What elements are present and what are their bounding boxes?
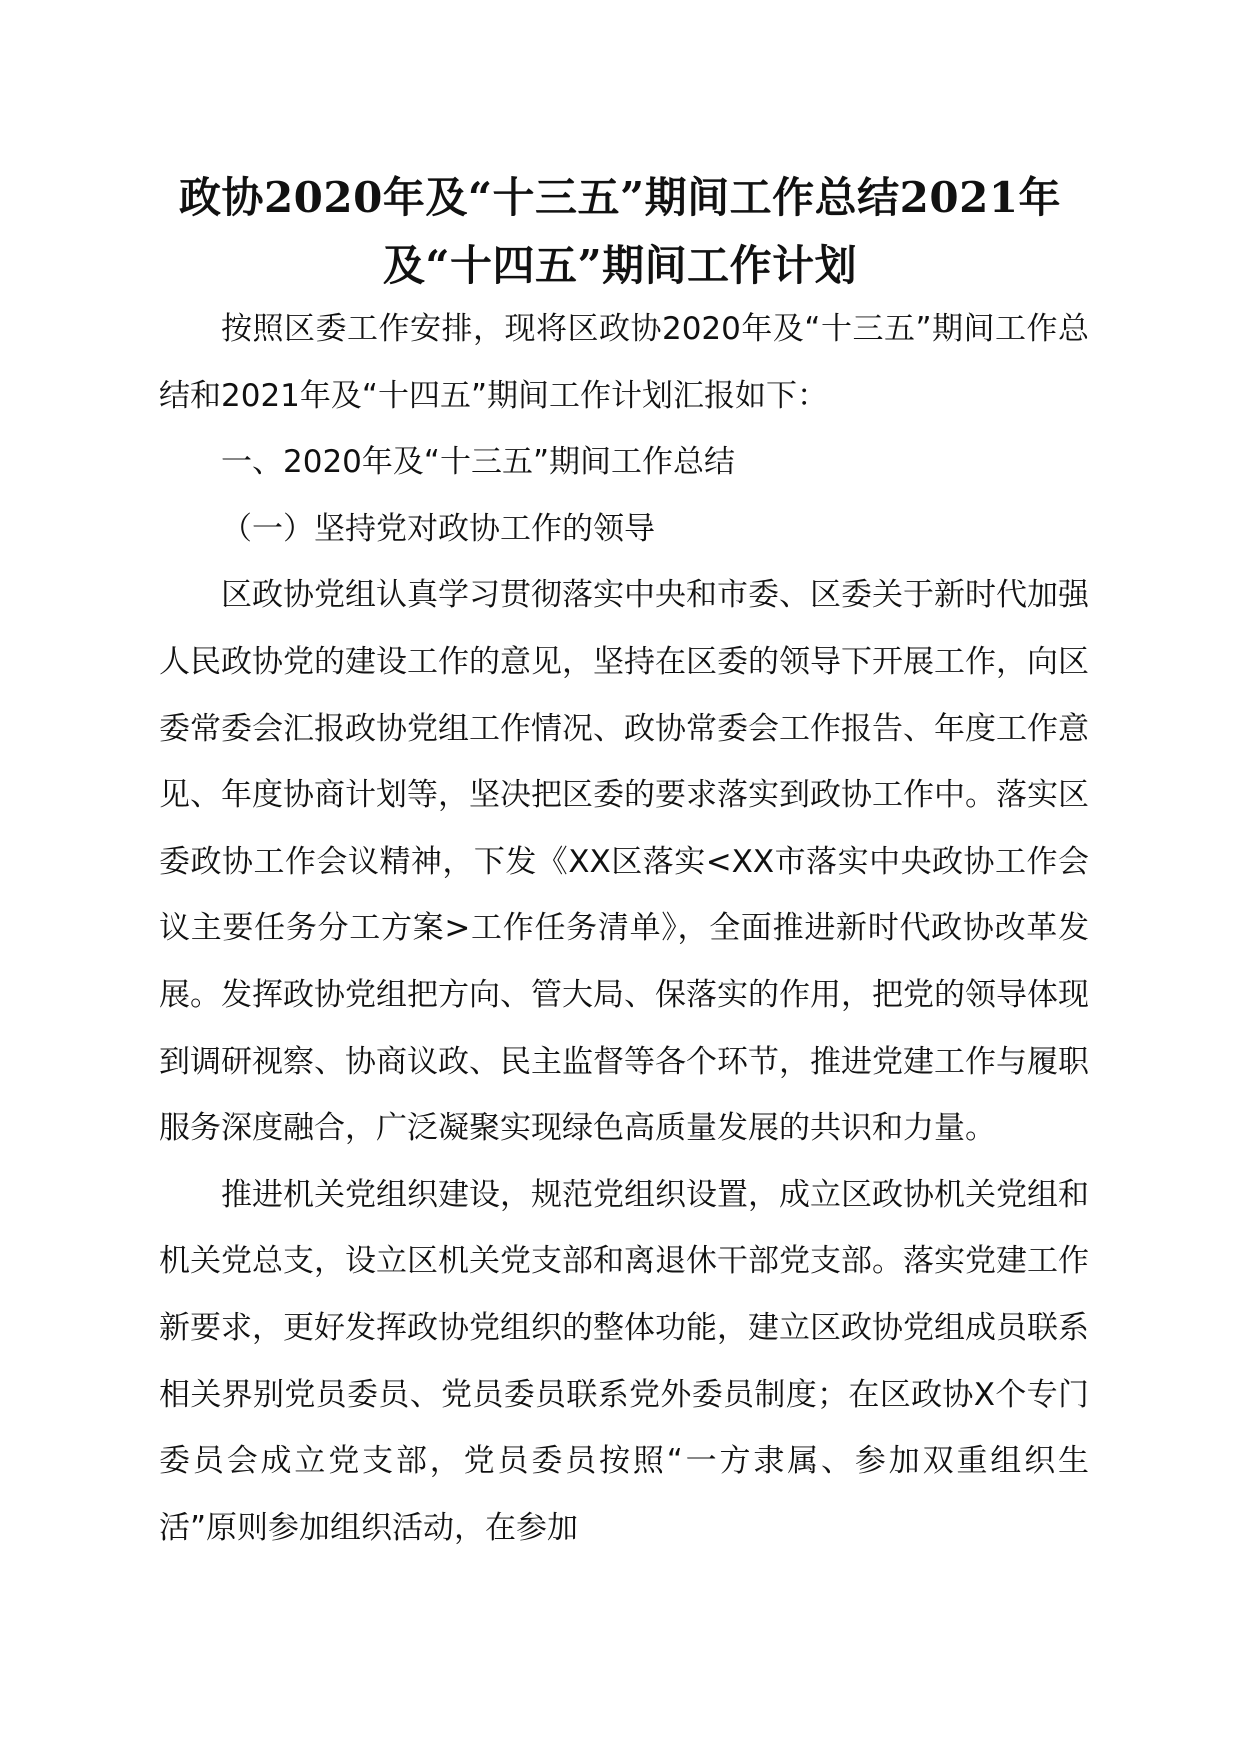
subsection-heading: （一）坚持党对政协工作的领导 xyxy=(221,510,655,547)
document-body xyxy=(159,296,1089,1561)
section-heading: 一、2020年及“十三五”期间工作总结 xyxy=(221,444,736,481)
intro-paragraph: 按照区委工作安排，现将区政协2020年及“十三五”期间工作总结和2021年及“十四五”期间工作计划汇报如下： xyxy=(159,311,1089,414)
body-paragraph: 推进机关党组织建设，规范党组织设置，成立区政协机关党组和机关党总支，设立区机关党支部和离退休干部党支部。落实党建工作新要求，更好发挥政协党组织的整体功能，建立区政协党组成员联系相关界别党员委员、党员委员联系党外委员制度；在区政协X个专门委员会成立党支部，党员委员按照“一方隶属、参加双重组织生活”原则参加组织活动，在参加 xyxy=(159,1176,1089,1546)
document-title: 政协2020年及“十三五”期间工作总结2021年及“十四五”期间工作计划 xyxy=(178,173,1062,290)
body-paragraph: 区政协党组认真学习贯彻落实中央和市委、区委关于新时代加强人民政协党的建设工作的意见，坚持在区委的领导下开展工作，向区委常委会汇报政协党组工作情况、政协常委会工作报告、年度工作意见、年度协商计划等，坚决把区委的要求落实到政协工作中。落实区委政协工作会议精神，下发《XX区落实<XX市落实中央政协工作会议主要任务分工方案>工作任务清单》，全面推进新时代政协改革发展。发挥政协党组把方向、管大局、保落实的作用，把党的领导体现到调研视察、协商议政、民主监督等各个环节，推进党建工作与履职服务深度融合，广泛凝聚实现绿色高质量发展的共识和力量。 xyxy=(159,577,1089,1147)
